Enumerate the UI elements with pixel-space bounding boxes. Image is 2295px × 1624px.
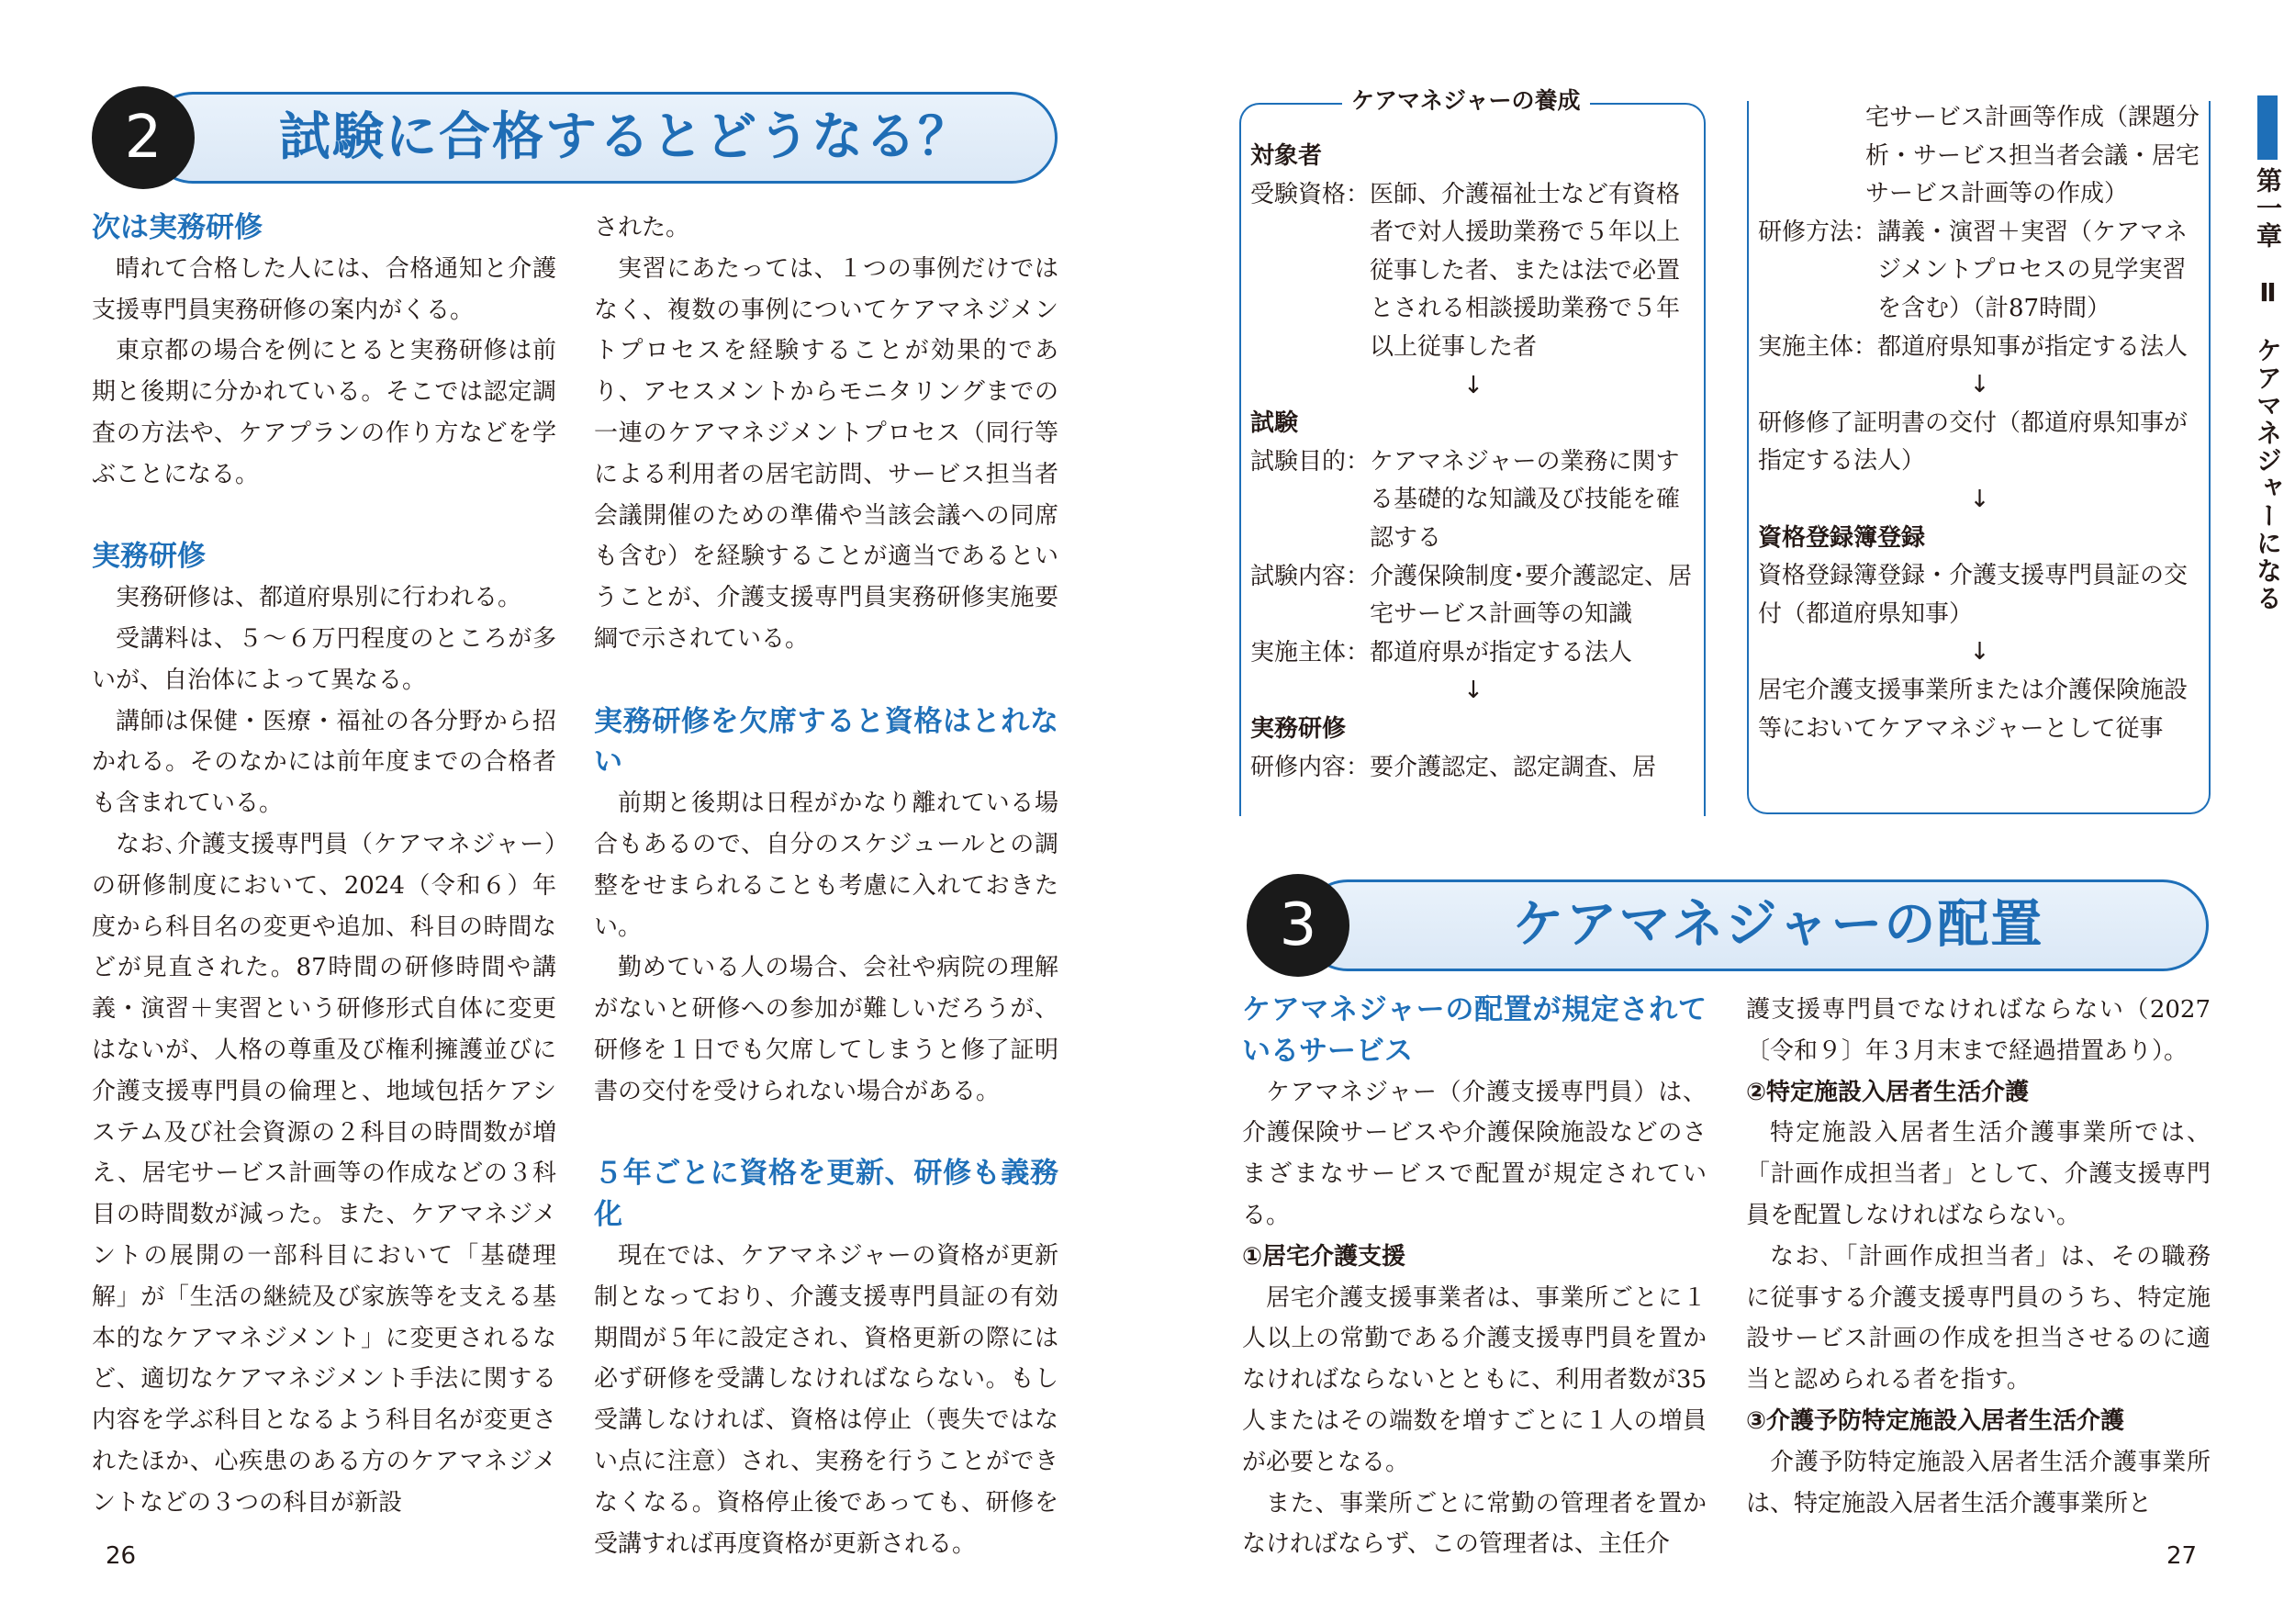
paragraph: 介護予防特定施設入居者生活介護事業所は、特定施設入居者生活介護事業所と: [1746, 1448, 2211, 1518]
paragraph-continued: 護支援専門員でなければならない（2027〔令和９〕年３月末まで経過措置あり）。: [1746, 996, 2211, 1065]
box-row-value: ケアマネジャーの業務に関する基礎的な知識及び技能を確認する: [1370, 447, 1681, 552]
box-right-half: [1747, 103, 2211, 814]
right-page: [1148, 0, 2295, 1624]
box-text: 研修修了証明書の交付（都道府県知事が指定する法人）: [1758, 409, 2189, 476]
paragraph: なお､「計画作成担当者」は、その職務に従事する介護支援専門員のうち、特定施設サービス計画の作成を担当させるのに適当と認められる者を指す。: [1746, 1242, 2211, 1394]
box-right-content: [1758, 99, 2201, 748]
box-subheading: 試験: [1250, 409, 1299, 438]
paragraph: 実務研修は、都道府県別に行われる。: [116, 584, 522, 612]
paragraph: 居宅介護支援事業者は、事業所ごとに１人以上の常勤である介護支援専門員を置かなければならないとともに、利用者数が35人またはその端数を増すごとに１人の増員が必要となる。: [1242, 1283, 1707, 1476]
down-arrow-icon: ↓: [1969, 638, 1990, 666]
item-heading: ①居宅介護支援: [1242, 1242, 1406, 1271]
paragraph: 現在では、ケアマネジャーの資格が更新制となっており、介護支援専門員証の有効期間が５年に設定され、資格更新の際には必ず研修を受講しなければならない。もし受講しなければ、資格は停止（喪失ではない点に注意）され、実務を行うことができなくなる。資格停止後であっても、研修を受講すれば再度資格が更新される。: [594, 1241, 1058, 1558]
box-row: [1250, 558, 1696, 634]
box-subheading: 対象者: [1250, 142, 1323, 170]
paragraph: なお､介護支援専門員（ケアマネジャー）の研修制度において、2024（令和６）年度から科目名の変更や追加、科目の時間などが見直された。87時間の研修時間や講義・演習＋実習という研修形式自体に変更はないが、人格の尊重及び権利擁護並びに介護支援専門員の倫理と、地域包括ケアシステム及び社会資源の２科目の時間数が増え、居宅サービス計画等の作成などの３科目の時間数が減った。また、ケアマネジメントの展開の一部科目において「基礎理解」が「生活の継続及び家族等を支える基本的なケアマネジメント」に変更されるなど、適切なケアマネジメント手法に関する内容を学ぶ科目となるよう科目名が変更されたほか、心疾患のある方のケアマネジメントなどの３つの科目が新設: [92, 830, 556, 1517]
box-row: [1758, 99, 2201, 214]
section-number-badge: 3: [1247, 874, 1349, 977]
box-row: [1250, 443, 1696, 558]
down-arrow-icon: ↓: [1969, 371, 1990, 399]
box-title: ケアマネジャーの養成: [1342, 83, 1590, 119]
box-row-value: 宅サービス計画等作成（課題分析・サービス担当者会議・居宅サービス計画等の作成）: [1865, 104, 2200, 208]
item-heading: ③介護予防特定施設入居者生活介護: [1746, 1406, 2125, 1435]
chapter-side-tab: [2249, 95, 2286, 612]
page-number: 26: [106, 1542, 137, 1570]
paragraph: 勤めている人の場合、会社や病院の理解がないと研修への参加が難しいだろうが、研修を１日でも欠席してしまうと修了証明書の交付を受けられない場合がある。: [594, 954, 1058, 1105]
down-arrow-icon: ↓: [1969, 485, 1990, 513]
box-row-value: 都道府県が指定する法人: [1370, 638, 1633, 666]
paragraph: 受講料は、５～６万円程度のところが多いが、自治体によって異なる。: [92, 624, 556, 694]
box-row-key: 試験内容：: [1250, 562, 1371, 590]
box-left-half: [1239, 87, 1706, 814]
item-heading: ②特定施設入居者生活介護: [1746, 1078, 2030, 1106]
paragraph: ケアマネジャー（介護支援専門員）は、介護保険サービスや介護保険施設などのさまざまなサービスで配置が規定されている。: [1242, 1078, 1707, 1229]
box-row-value: 都道府県知事が指定する法人: [1877, 332, 2189, 361]
paragraph: 特定施設入居者生活介護事業所では、「計画作成担当者」として、介護支援専門員を配置しなければならない。: [1746, 1119, 2211, 1229]
box-row-key: 実施主体：: [1758, 332, 1878, 361]
box-subheading: 実務研修: [1250, 714, 1347, 743]
section-title: 試験に合格するとどうなる？: [279, 107, 971, 167]
left-column-2: [594, 207, 1058, 1564]
box-row-key: 研修内容：: [1250, 753, 1371, 781]
right-column-1: [1242, 990, 1707, 1565]
box-subheading: 資格登録簿登録: [1758, 523, 1926, 552]
paragraph: 講師は保健・医療・福祉の各分野から招かれる。そのなかには前年度までの合格者も含まれている。: [92, 707, 556, 818]
box-row: [1250, 749, 1696, 788]
paragraph: 実習にあたっては、１つの事例だけではなく、複数の事例についてケアマネジメントプロセスを経験することが効果的であり、アセスメントからモニタリングまでの一連のケアマネジメントプロセス（同行等による利用者の居宅訪問、サービス担当者会議開催のための準備や当該会議への同席も含む）を経験することが適当であるということが、介護支援専門員実務研修実施要綱で示されている。: [594, 254, 1058, 653]
box-row-key: [1758, 99, 1865, 214]
subheading: 次は実務研修: [92, 211, 263, 244]
subheading: ５年ごとに資格を更新、研修も義務化: [594, 1157, 1058, 1232]
box-row: [1758, 214, 2201, 329]
section-2-banner: [92, 92, 1058, 184]
box-text: 居宅介護支援事業所または介護保険施設等においてケアマネジャーとして従事: [1758, 676, 2189, 743]
box-row-key: 試験目的：: [1250, 447, 1371, 476]
box-row-key: 研修方法：: [1758, 218, 1878, 246]
paragraph: 晴れて合格した人には、合格通知と介護支援専門員実務研修の案内がくる。: [92, 254, 556, 324]
spacer: [594, 1113, 1058, 1154]
subheading: ケアマネジャーの配置が規定されているサービス: [1242, 993, 1707, 1068]
box-row-key: 受験資格：: [1250, 180, 1371, 208]
right-column-2: [1746, 990, 2211, 1524]
paragraph-continued: された。: [594, 214, 690, 241]
side-tab-marker: [2257, 95, 2278, 160]
subheading: 実務研修: [92, 540, 206, 574]
page-number: 27: [2166, 1542, 2198, 1570]
section-3-banner: [1247, 879, 2209, 971]
box-left-content: [1250, 138, 1696, 787]
side-tab-text: 第一章 Ⅱ ケアマネジャーになる: [2253, 167, 2283, 612]
section-number-badge: 2: [92, 86, 195, 189]
box-row-value: 介護保険制度･要介護認定、居宅サービス計画等の知識: [1370, 562, 1693, 629]
box-text: 資格登録簿登録・介護支援専門員証の交付（都道府県知事）: [1758, 562, 2189, 628]
down-arrow-icon: ↓: [1463, 677, 1483, 705]
box-row: [1250, 176, 1696, 367]
spacer: [92, 496, 556, 537]
paragraph: 前期と後期は日程がかなり離れている場合もあるので、自分のスケジュールとの調整をせまられることも考慮に入れておきたい。: [594, 790, 1058, 941]
box-row: [1250, 634, 1696, 673]
box-row-value: 講義・演習＋実習（ケアマネジメントプロセスの見学実習を含む）（計87時間）: [1877, 218, 2189, 322]
subheading: 実務研修を欠席すると資格はとれない: [594, 704, 1058, 779]
box-row-value: 要介護認定、認定調査、居: [1370, 753, 1657, 781]
paragraph: 東京都の場合を例にとると実務研修は前期と後期に分かれている。そこでは認定調査の方法や、ケアプランの作り方などを学ぶことになる。: [92, 337, 556, 488]
box-row: [1758, 329, 2201, 367]
left-column-1: [92, 207, 556, 1524]
down-arrow-icon: ↓: [1463, 371, 1483, 399]
box-row-value: 医師、介護福祉士など有資格者で対人援助業務で５年以上従事した者、または法で必置とされる相談援助業務で５年以上従事した者: [1370, 180, 1681, 361]
box-row-key: 実施主体：: [1250, 638, 1371, 666]
spacer: [594, 660, 1058, 701]
section-title: ケアマネジャーの配置: [1512, 895, 2044, 955]
paragraph: また、事業所ごとに常勤の管理者を置かなければならず、この管理者は、主任介: [1242, 1489, 1707, 1559]
